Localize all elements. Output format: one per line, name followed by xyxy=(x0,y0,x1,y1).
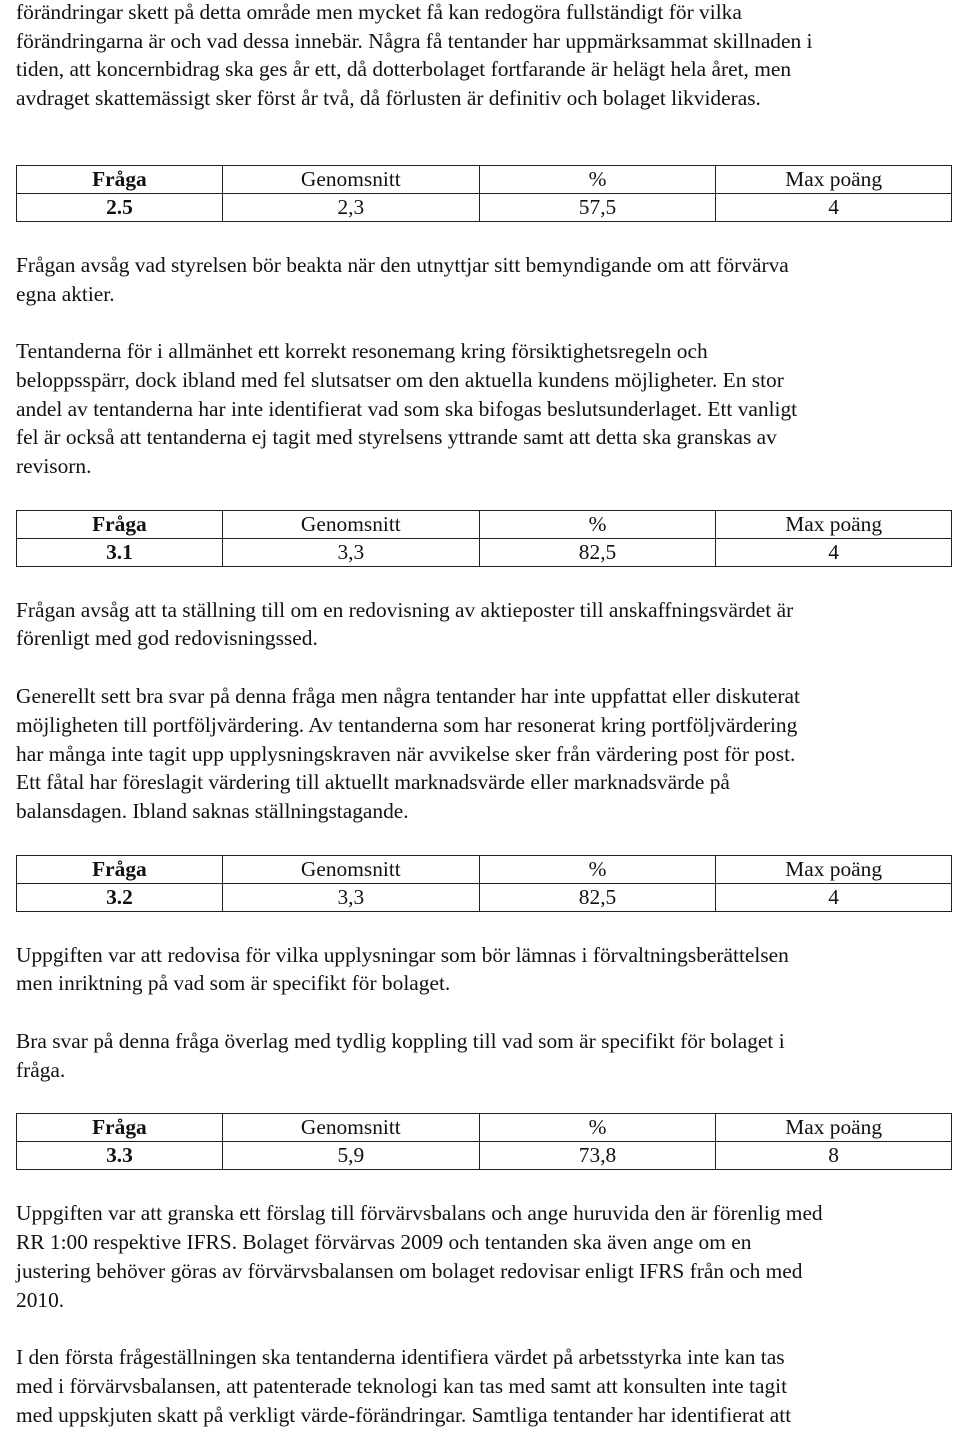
paragraph: Bra svar på denna fråga överlag med tydlig koppling till vad som är specifikt för bolaget i fråga. xyxy=(16,1029,785,1082)
score-table xyxy=(16,510,952,567)
percent-score: 57,5 xyxy=(479,193,716,221)
header-max-points: Max poäng xyxy=(716,165,952,193)
average-score: 3,3 xyxy=(222,883,479,911)
max-points: 4 xyxy=(716,193,952,221)
score-table xyxy=(16,855,952,912)
question-number: 3.2 xyxy=(17,883,223,911)
score-header-row xyxy=(17,1114,952,1142)
header-percent: % xyxy=(479,1114,716,1142)
intro-paragraph: förändringar skett på detta område men mycket få kan redogöra fullständigt för vilka förändringarna är och vad dessa innebär. Några få tentander har uppmärksammat skillnaden i tiden, att koncernbidrag ska ges år ett, då dotterbolaget fortfarande är helägt hela året, men avdraget skattemässigt sker först år två, då förlusten är definitiv och bolaget likvideras. xyxy=(16,0,813,111)
average-score: 3,3 xyxy=(222,538,479,566)
paragraph: Uppgiften var att granska ett förslag till förvärvsbalans och ange huruvida den är förenlig med RR 1:00 respektive IFRS. Bolaget förvärvas 2009 och tentanden ska även ange om en justering behöver göras av förvärvsbalansen om bolaget redovisar enligt IFRS från och med 2010. xyxy=(16,1201,823,1312)
score-row xyxy=(17,538,952,566)
paragraph: Frågan avsåg att ta ställning till om en redovisning av aktieposter till anskaffningsvärdet är förenligt med god redovisningssed. xyxy=(16,597,794,651)
paragraph: Generellt sett bra svar på denna fråga men några tentander har inte uppfattat eller diskuterat möjligheten till portföljvärdering. Av tentanderna som har resonerat kring portföljvärdering har många inte tagit upp upplysningskraven när avvikelse sker från värdering post för post. Ett fåtal har föreslagit värdering till aktuellt marknadsvärde eller marknadsvärde på balansdagen. Ibland saknas ställningstagande. xyxy=(16,684,800,823)
header-percent: % xyxy=(479,855,716,883)
question-number: 3.3 xyxy=(17,1142,223,1170)
header-max-points: Max poäng xyxy=(716,1114,952,1142)
score-row xyxy=(17,1142,952,1170)
header-percent: % xyxy=(479,165,716,193)
paragraph: Frågan avsåg vad styrelsen bör beakta när den utnyttjar sitt bemyndigande om att förvärva egna aktier. xyxy=(16,252,789,306)
score-header-row xyxy=(17,855,952,883)
percent-score: 73,8 xyxy=(479,1142,716,1170)
paragraph: I den första frågeställningen ska tentanderna identifiera värdet på arbetsstyrka inte kan tas med i förvärvsbalansen, att patenterade teknologi kan tas med samt att konsulten inte tagit med uppskjuten skatt på verkligt värde-förändringar. Samtliga tentander har identifierat att xyxy=(16,1345,792,1427)
score-row xyxy=(17,883,952,911)
max-points: 4 xyxy=(716,883,952,911)
header-question: Fråga xyxy=(17,855,223,883)
paragraph: Tentanderna för i allmänhet ett korrekt resonemang kring försiktighetsregeln och beloppsspärr, dock ibland med fel slutsatser om den aktuella kundens möjligheter. En stor andel av tentanderna har inte identifierat vad som ska bifogas beslutsunderlaget. Ett vanligt fel är också att tentanderna ej tagit med styrelsens yttrande samt att detta ska granskas av revisorn. xyxy=(16,339,798,479)
header-percent: % xyxy=(479,510,716,538)
percent-score: 82,5 xyxy=(479,538,716,566)
header-max-points: Max poäng xyxy=(716,855,952,883)
score-table xyxy=(16,165,952,222)
header-question: Fråga xyxy=(17,1114,223,1142)
paragraph: Uppgiften var att redovisa för vilka upplysningar som bör lämnas i förvaltningsberättelsen men inriktning på vad som är specifikt för bolaget. xyxy=(16,942,789,996)
percent-score: 82,5 xyxy=(479,883,716,911)
header-average: Genomsnitt xyxy=(222,1114,479,1142)
header-max-points: Max poäng xyxy=(716,510,952,538)
score-header-row xyxy=(17,510,952,538)
average-score: 5,9 xyxy=(222,1142,479,1170)
question-number: 3.1 xyxy=(17,538,223,566)
score-table xyxy=(16,1113,952,1170)
score-header-row xyxy=(17,165,952,193)
question-number: 2.5 xyxy=(17,193,223,221)
header-average: Genomsnitt xyxy=(222,165,479,193)
document-page xyxy=(16,0,952,1429)
max-points: 4 xyxy=(716,538,952,566)
score-row xyxy=(17,193,952,221)
header-average: Genomsnitt xyxy=(222,510,479,538)
header-question: Fråga xyxy=(17,165,223,193)
max-points: 8 xyxy=(716,1142,952,1170)
average-score: 2,3 xyxy=(222,193,479,221)
header-question: Fråga xyxy=(17,510,223,538)
header-average: Genomsnitt xyxy=(222,855,479,883)
